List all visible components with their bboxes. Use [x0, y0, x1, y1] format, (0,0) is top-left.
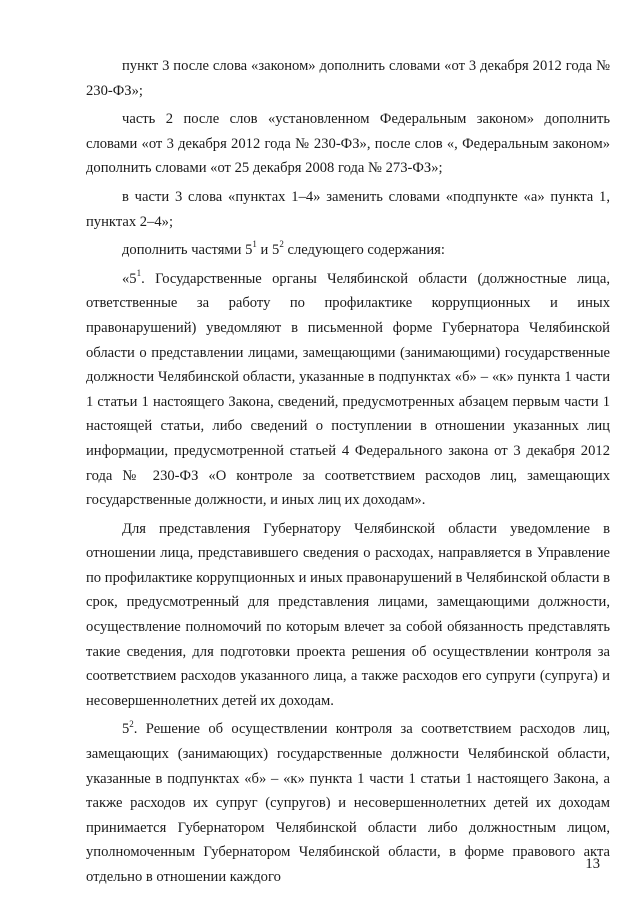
- paragraph-5-text-a: «5: [122, 270, 137, 287]
- paragraph-4-text-b: и 5: [256, 242, 280, 259]
- paragraph-4-text-c: следующего содержания:: [283, 242, 445, 259]
- paragraph-6: Для представления Губернатору Челябинской области уведомление в отношении лица, представившего сведения о расходах, направляется в Управление по профилактике коррупционных и иных правонарушений в Челябинской области в срок, предусмотренный для представления лицами, замещающими должности, осуществление полномочий по которым влечет за собой обязанность представлять такие сведения, для подготовки проекта решения об осуществлении контроля за соответствием расходов указанного лица, а также расходов его супруги (супруга) и несовершеннолетних детей их доходам.: [86, 520, 610, 709]
- page-number: 13: [585, 856, 600, 872]
- paragraph-4: [86, 238, 610, 263]
- paragraph-7-text-b: . Решение об осуществлении контроля за соответствием расходов лиц, замещающих (занимающих) государственные должности Челябинской области, указанные в подпунктах «б» – «к» пункта 1 части 1 статьи 1 настоящего Закона, а также расходов их супруг (супругов) и несовершеннолетних детей их доходам принимается Губернатором Челябинской области либо должностным лицом, уполномоченным Губернатором Челябинской области, в форме правового акта отдельно в отношении каждого: [86, 721, 610, 885]
- superscript-1: 1: [252, 239, 257, 250]
- superscript-part-5-1: 1: [136, 267, 142, 278]
- document-body: [86, 54, 610, 894]
- paragraph-5: [86, 267, 610, 513]
- paragraph-2: часть 2 после слов «установленном Федеральным законом» дополнить словами «от 3 декабря 2012 года № 230-ФЗ», после слов «, Федеральным законом» дополнить словами «от 25 декабря 2008 года № 273-ФЗ»;: [86, 111, 610, 177]
- paragraph-4-text-a: дополнить частями 5: [122, 242, 253, 259]
- paragraph-3: в части 3 слова «пунктах 1–4» заменить словами «подпункте «а» пункта 1, пунктах 2–4»;: [86, 188, 610, 230]
- paragraph-1: пункт 3 после слова «законом» дополнить словами «от 3 декабря 2012 года № 230-ФЗ»;: [86, 58, 610, 99]
- paragraph-7-text-a: 5: [122, 721, 130, 738]
- superscript-2: 2: [279, 239, 284, 250]
- paragraph-5-text-b: . Государственные органы Челябинской области (должностные лица, ответственные за работу по профилактике коррупционных и иных правонарушений) уведомляют в письменной форме Губернатора Челябинской области о представлении лицами, замещающими (занимающими) государственные должности Челябинской области, указанные в подпунктах «б» – «к» пункта 1 части 1 статьи 1 настоящего Закона, сведений, предусмотренных абзацем первым части 1 настоящей статьи, либо сведений о поступлении в отношении указанных лиц информации, предусмотренной статьей 4 Федерального закона от 3 декабря 2012 года № 230-ФЗ «О контроле за соответствием расходов лиц, замещающих государственные должности, и иных лиц их доходам».: [86, 270, 610, 509]
- superscript-part-5-2: 2: [129, 718, 134, 729]
- paragraph-7: [86, 717, 610, 889]
